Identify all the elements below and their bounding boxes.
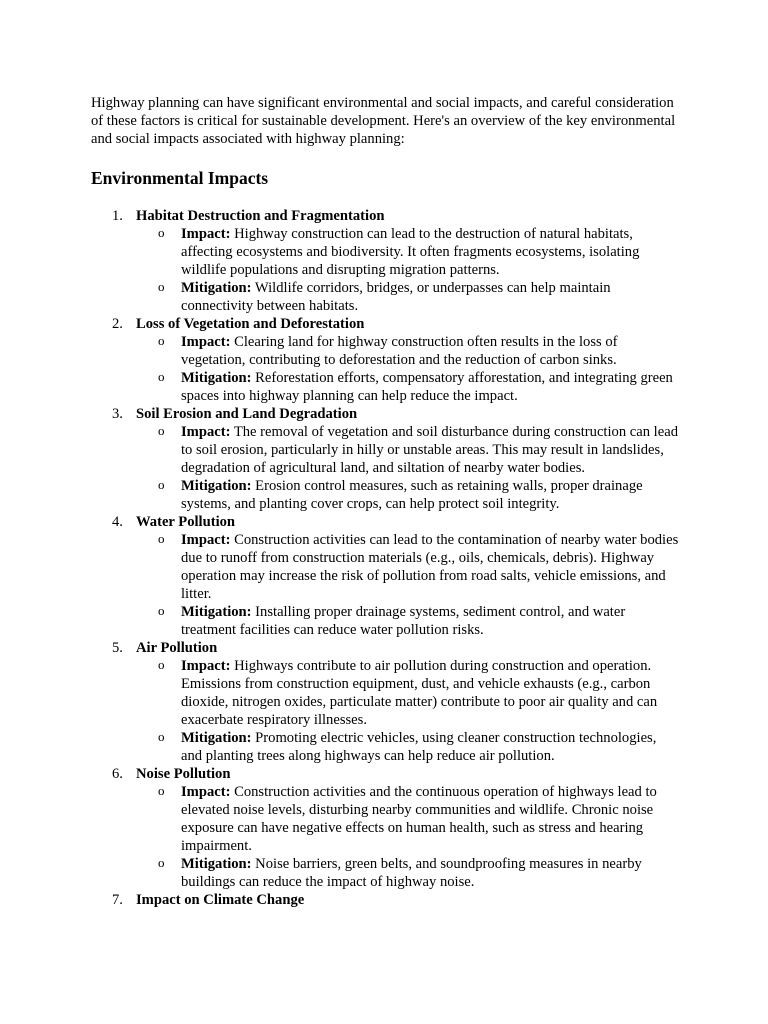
point-text: Construction activities can lead to the contamination of nearby water bodies due to runoff from construction materials (e.g., oils, chemicals, debris). Highway operation may increase the risk of pollution from road salts, vehicle emissions, and litter. [181, 532, 679, 602]
sub-list [136, 333, 681, 405]
sub-list-item [136, 657, 681, 729]
list-item [91, 405, 681, 513]
impact-list [91, 207, 681, 909]
bullet-icon: o [158, 423, 165, 438]
list-item [91, 639, 681, 765]
point-text: Noise barriers, green belts, and soundproofing measures in nearby buildings can reduce the impact of highway noise. [181, 856, 642, 890]
point-label: Mitigation: [181, 370, 252, 386]
document-page [91, 94, 681, 909]
sub-list [136, 423, 681, 513]
item-number: 3. [112, 406, 123, 422]
sub-list-item [136, 477, 681, 513]
sub-list-item [136, 855, 681, 891]
item-title: Water Pollution [136, 514, 236, 530]
bullet-icon: o [158, 477, 165, 492]
sub-list [136, 225, 681, 315]
point-label: Mitigation: [181, 856, 252, 872]
sub-list-item [136, 531, 681, 603]
bullet-icon: o [158, 225, 165, 240]
bullet-icon: o [158, 783, 165, 798]
sub-list [136, 657, 681, 765]
list-item [91, 891, 681, 909]
item-title: Habitat Destruction and Fragmentation [136, 208, 385, 224]
sub-list-item [136, 783, 681, 855]
bullet-icon: o [158, 279, 165, 294]
bullet-icon: o [158, 531, 165, 546]
item-number: 5. [112, 640, 123, 656]
point-text: Promoting electric vehicles, using cleaner construction technologies, and planting trees along highways can help reduce air pollution. [181, 730, 657, 764]
list-item [91, 513, 681, 639]
sub-list-item [136, 369, 681, 405]
bullet-icon: o [158, 855, 165, 870]
item-title: Soil Erosion and Land Degradation [136, 406, 358, 422]
point-text: Clearing land for highway construction often results in the loss of vegetation, contributing to deforestation and the reduction of carbon sinks. [181, 334, 618, 368]
sub-list [136, 531, 681, 639]
point-text: The removal of vegetation and soil disturbance during construction can lead to soil erosion, particularly in hilly or unstable areas. This may result in landslides, degradation of agricultural land, and siltation of nearby water bodies. [181, 424, 678, 476]
list-item [91, 207, 681, 315]
point-label: Mitigation: [181, 730, 252, 746]
item-title: Impact on Climate Change [136, 892, 305, 908]
point-label: Impact: [181, 532, 231, 548]
point-label: Impact: [181, 334, 231, 350]
list-item [91, 315, 681, 405]
sub-list-item [136, 423, 681, 477]
item-number: 1. [112, 208, 123, 224]
bullet-icon: o [158, 657, 165, 672]
bullet-icon: o [158, 369, 165, 384]
sub-list-item [136, 225, 681, 279]
item-title: Air Pollution [136, 640, 218, 656]
point-text: Installing proper drainage systems, sediment control, and water treatment facilities can reduce water pollution risks. [181, 604, 626, 638]
point-text: Highways contribute to air pollution during construction and operation. Emissions from construction equipment, dust, and vehicle exhausts (e.g., carbon dioxide, nitrogen oxides, particulate matter) contribute to poor air quality and can exacerbate respiratory illnesses. [181, 658, 658, 728]
point-text: Erosion control measures, such as retaining walls, proper drainage systems, and planting cover crops, can help protect soil integrity. [181, 478, 643, 512]
list-item [91, 765, 681, 891]
point-text: Reforestation efforts, compensatory afforestation, and integrating green spaces into highway planning can help reduce the impact. [181, 370, 673, 404]
item-title: Loss of Vegetation and Deforestation [136, 316, 365, 332]
sub-list-item [136, 729, 681, 765]
point-label: Impact: [181, 658, 231, 674]
sub-list-item [136, 279, 681, 315]
item-title: Noise Pollution [136, 766, 231, 782]
section-heading: Environmental Impacts [91, 168, 269, 188]
point-label: Mitigation: [181, 478, 252, 494]
point-text: Wildlife corridors, bridges, or underpasses can help maintain connectivity between habitats. [181, 280, 611, 314]
point-label: Mitigation: [181, 604, 252, 620]
item-number: 6. [112, 766, 123, 782]
bullet-icon: o [158, 729, 165, 744]
item-number: 2. [112, 316, 123, 332]
item-number: 7. [112, 892, 123, 908]
point-label: Impact: [181, 784, 231, 800]
point-label: Impact: [181, 424, 231, 440]
sub-list [136, 783, 681, 891]
sub-list-item [136, 333, 681, 369]
point-text: Construction activities and the continuous operation of highways lead to elevated noise levels, disturbing nearby communities and wildlife. Chronic noise exposure can have negative effects on human health, such as stress and hearing impairment. [181, 784, 657, 854]
bullet-icon: o [158, 603, 165, 618]
intro-paragraph: Highway planning can have significant environmental and social impacts, and careful consideration of these factors is critical for sustainable development. Here's an overview of the key environmental and social impacts associated with highway planning: [91, 95, 676, 147]
point-label: Impact: [181, 226, 231, 242]
sub-list-item [136, 603, 681, 639]
item-number: 4. [112, 514, 123, 530]
point-label: Mitigation: [181, 280, 252, 296]
point-text: Highway construction can lead to the destruction of natural habitats, affecting ecosystems and biodiversity. It often fragments ecosystems, isolating wildlife populations and disrupting migration patterns. [181, 226, 640, 278]
bullet-icon: o [158, 333, 165, 348]
